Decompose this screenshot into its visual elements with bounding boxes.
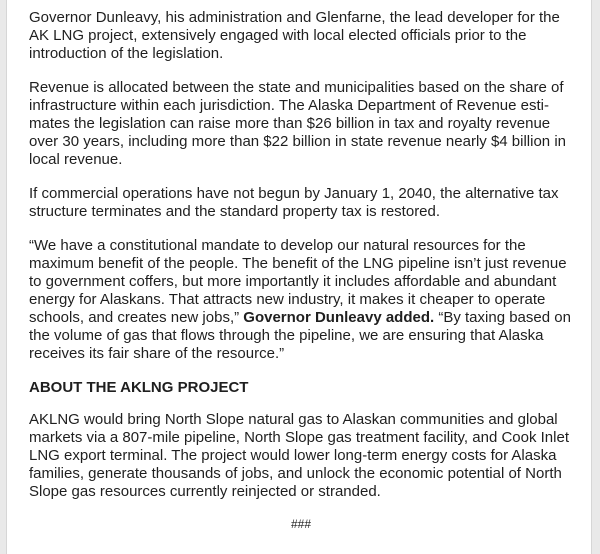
paragraph-quote — [29, 237, 581, 363]
end-mark: ### — [290, 517, 312, 531]
document-page — [6, 0, 592, 554]
paragraph-engagement: Governor Dunleavy, his administration and Glenfarne, the lead developer for the AK LNG project, extensively engaged with local elected officials prior to the introduction of the legislation. — [29, 9, 560, 62]
paragraph-termination: If commercial operations have not begun by January 1, 2040, the alternative tax structure terminates and the standard property tax is restored. — [29, 185, 559, 220]
quote-attribution: Governor Dunleavy added. — [243, 309, 435, 326]
section-heading: ABOUT THE AKLNG PROJECT — [29, 379, 249, 396]
article-body — [29, 9, 581, 531]
paragraph-about: AKLNG would bring North Slope natural gas to Alaskan communities and global markets via a 807-mile pipeline, North Slope gas treatment facility, and Cook Inlet LNG export terminal. The project would lower long-term energy costs for Alaska families, generate thousands of jobs, and unlock the economic potential of North Slope gas resources currently reinjected or stranded. — [29, 411, 569, 500]
quote-text-1: “We have a constitutional mandate to develop our natural resources for the maximum benefit of the people. The benefit of the LNG pipeline isn’t just revenue to government coffers, but more importantly it includes affordable and abundant energy for Alaskans. That attracts new industry, it makes it cheaper to operate schools, and creates new jobs,” — [29, 237, 567, 326]
quote-text-2: “By taxing based on the volume of gas that flows through the pipeline, we are ensuring that Alaska receives its fair share of the resource.” — [29, 309, 571, 362]
paragraph-revenue: Revenue is allocated between the state and municipalities based on the share of infrastructure within each jurisdiction. The Alaska Department of Revenue esti-mates the legislation can raise more than $26 billion in tax and royalty revenue over 30 years, including more than $22 billion in state revenue nearly $4 billion in local revenue. — [29, 79, 566, 168]
